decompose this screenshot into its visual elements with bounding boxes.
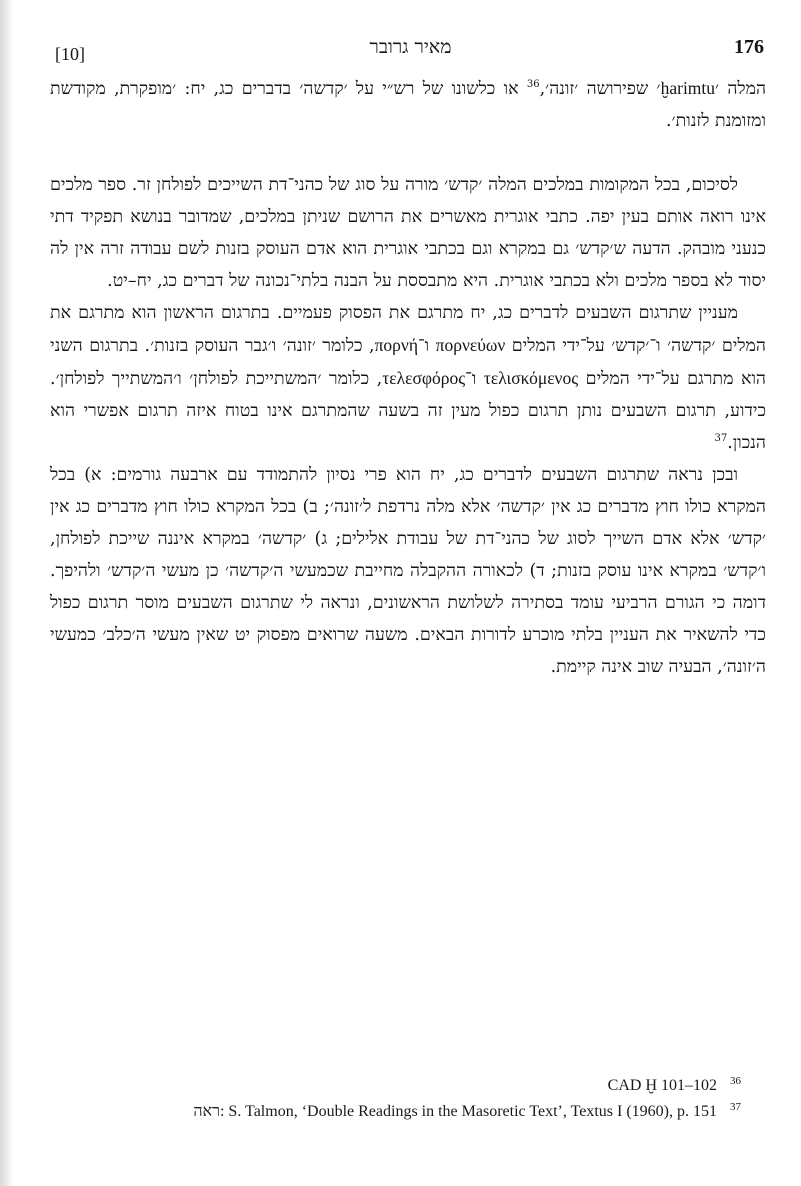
text-segment: לסיכום, בכל המקומות במלכים המלה ׳קדש׳ מורה על סוג של כהני־דת השייכים לפולחן זר. ספר מלכים אינו רואה אותם בעין יפה. כתבי אוגרית מאשרים את הרושם שניתן במלכים, שמדובר בנושא תפקיד דתי כנעני מובהק. הדעה ש׳קדש׳ גם במקרא וגם בכתבי אוגרית הוא אדם העוסק בזנות לשם עבודה זרה אין לה יסוד לא בספר מלכים ולא בכתבי אוגרית. היא מתבססת על הבנה בלתי־נכונה של דברים כג, יח–יט. (50, 175, 766, 291)
footnote-number: 36 (730, 1075, 741, 1087)
text-segment: ׳ שפירושה ׳זונה׳, (539, 79, 661, 99)
text-segment: ובכן נראה שתרגום השבעים לדברים כג, יח הוא פרי נסיון להתמודד עם ארבעה גורמים: א) בכל המקרא כולו חוץ מדברים כג אין ׳קדשה׳ אלא מלה נרדפת ל׳זונה׳; ב) בכל המקרא כולו חוץ מדברים כג אין ׳קדש׳ אלא אדם השייך לסוג של כהני־דת של עבודת אלילים; ג) ׳קדשה׳ במקרא איננה שייכת לפולחן, ו׳קדש׳ במקרא אינו עוסק בזנות; ד) לכאורה ההקבלה מחייבת שכמעשי ה׳קדשה׳ כן מעשי ה׳קדש׳ ולהיפך. דומה כי הגורם הרביעי עומד בסתירה לשלושת הראשונים, ונראה לי שתרגום השבעים מוסר תרגום כפול כדי להשאיר את העניין בלתי מוכרע לדורות הבאים. משעה שרואים מפסוק יט שאין מעשי ה׳כלב׳ כמעשי ה׳זונה׳, הבעיה שוב אינה קיימת. (50, 465, 766, 677)
text-segment: , כלומר ׳המשתייכת לפולחן׳ ו׳המשתייך לפולחן׳. כידוע, תרגום השבעים נותן תרגום כפול מעין זה בשעה שהמתרגם אינו בטוח איזה תרגום אפשרי הוא הנכון. (50, 369, 766, 453)
text-segment: ו־ (417, 336, 436, 356)
text-segment: ו־ (465, 369, 484, 389)
foreign-term: πορνή (374, 335, 418, 355)
body-text (50, 72, 766, 683)
footnote-text: CAD Ḫ 101–102 (607, 1077, 717, 1094)
text-segment: או כלשונו של רש״י על ׳קדשה׳ בדברים כג, יח: ׳מופקרת, מקודשת ומזומנת לזנות׳. (50, 79, 766, 131)
running-head: מאיר גרובר (369, 36, 452, 58)
footnote-ref: 36 (526, 79, 540, 91)
footnotes (60, 1077, 741, 1129)
foreign-term: ḫarimtu (660, 78, 716, 98)
text-segment: המלה ׳ (715, 79, 767, 99)
binding-shadow (0, 0, 12, 1186)
paragraph (50, 459, 766, 683)
paragraph (50, 297, 766, 459)
footnote-text: ראה: S. Talmon, ‘Double Readings in the Masoretic Text’, Textus I (1960), p. 151 (193, 1103, 717, 1120)
foreign-term: τελισκόμενος (483, 368, 579, 388)
foreign-term: τελεσφόρος (382, 368, 466, 388)
sheet-mark: [10] (55, 44, 85, 64)
footnote (60, 1103, 741, 1129)
page-header (55, 30, 766, 64)
text-segment: , כלומר ׳זונה׳ ו׳גבר העוסק בזנות׳. בתרגום השני הוא מתרגם על־ידי המלים (50, 336, 767, 389)
paragraph (50, 169, 766, 297)
text-segment: מעניין שתרגום השבעים לדברים כג, יח מתרגם את הפסוק פעמיים. בתרגום הראשון הוא מתרגם את המלים ׳קדשה׳ ו־׳קדש׳ על־ידי המלים (50, 303, 766, 356)
footnote-ref: 37 (714, 433, 728, 445)
paragraph (50, 72, 766, 137)
footnote-number: 37 (730, 1101, 741, 1113)
page-number: 176 (734, 36, 764, 58)
footnote (60, 1077, 741, 1103)
foreign-term: πορνεύων (435, 335, 506, 355)
